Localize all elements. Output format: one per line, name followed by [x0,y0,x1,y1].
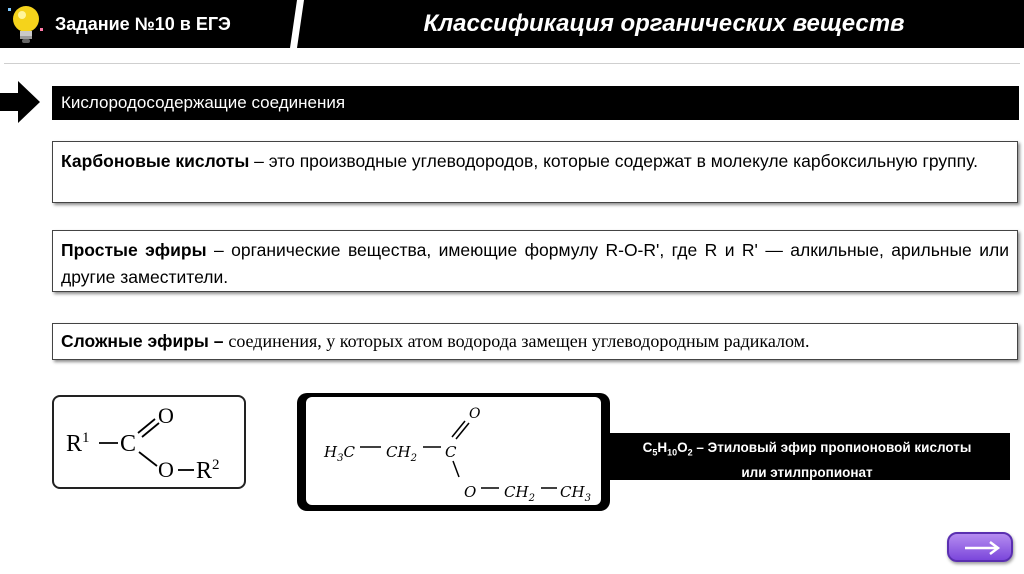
definition-text: – органические вещества, имеющие формулу R-O-R', где R и R' — алкильные, арильные или другие заместители. [61,240,1009,287]
double-bond-line [142,423,159,437]
formula-h-count: 10 [667,447,678,458]
formula-h: H [657,440,668,455]
r2-label: $R^2$ [196,457,220,484]
carbonyl-carbon-label: C [445,443,457,461]
caption-name: – Этиловый эфир пропионовой кислоты [692,440,972,455]
oxygen-bottom-label: O [464,483,477,501]
oxygen-bottom-label: O [158,457,174,482]
term-ethers: Простые эфиры [61,240,207,260]
ch3-label: $CH_3$ [560,483,591,504]
carbon-label: C [120,431,137,457]
lightbulb-icon [6,2,46,46]
double-bond-line [452,421,465,437]
ch2-label: $CH_2$ [386,443,417,464]
definition-text: – это производные углеводородов, которые содержат в молекуле карбоксильную группу. [249,151,978,171]
caption-line-1 [604,438,1010,463]
formula-o: O [677,440,688,455]
ch2-label: $CH_2$ [504,483,535,504]
formula-c-count: 5 [652,447,658,458]
formula-o-count: 2 [687,447,693,458]
h3c-label: $H_3C$ [324,443,355,464]
general-ester-formula [52,395,246,489]
ethyl-propionate-diagram [306,397,601,505]
header-divider [290,0,304,48]
slide-title: Классификация органических веществ [423,10,905,37]
definition-ethers [52,230,1018,292]
bond-line [453,461,459,477]
oxygen-top-label: O [158,403,174,428]
term-dash: – [208,331,229,351]
double-bond-line [138,419,155,433]
next-slide-button[interactable] [947,532,1013,562]
section-title: Кислородосодержащие соединения [52,86,1019,120]
ethyl-propionate-structure [306,397,601,505]
divider-line [4,63,1020,64]
definition-carboxylic-acids [52,141,1018,203]
bond-line [139,452,157,466]
r1-label: $R^1$ [66,430,90,457]
arrow-right-icon [963,541,1001,555]
definition-text: соединения, у которых атом водорода замещен углеводородным радикалом. [228,331,810,351]
term-carboxylic-acids: Карбоновые кислоты [61,151,250,171]
definition-esters [52,323,1018,360]
caption-line-2: или этилпропионат [741,464,873,480]
oxygen-top-label: O [469,406,481,422]
formula-c: C [642,440,653,455]
ester-structure-diagram [54,397,244,487]
arrow-right-icon [0,81,40,123]
formula-caption [604,433,1010,480]
term-esters: Сложные эфиры [61,331,209,351]
task-label: Задание №10 в ЕГЭ [55,14,231,34]
double-bond-line [456,423,469,439]
